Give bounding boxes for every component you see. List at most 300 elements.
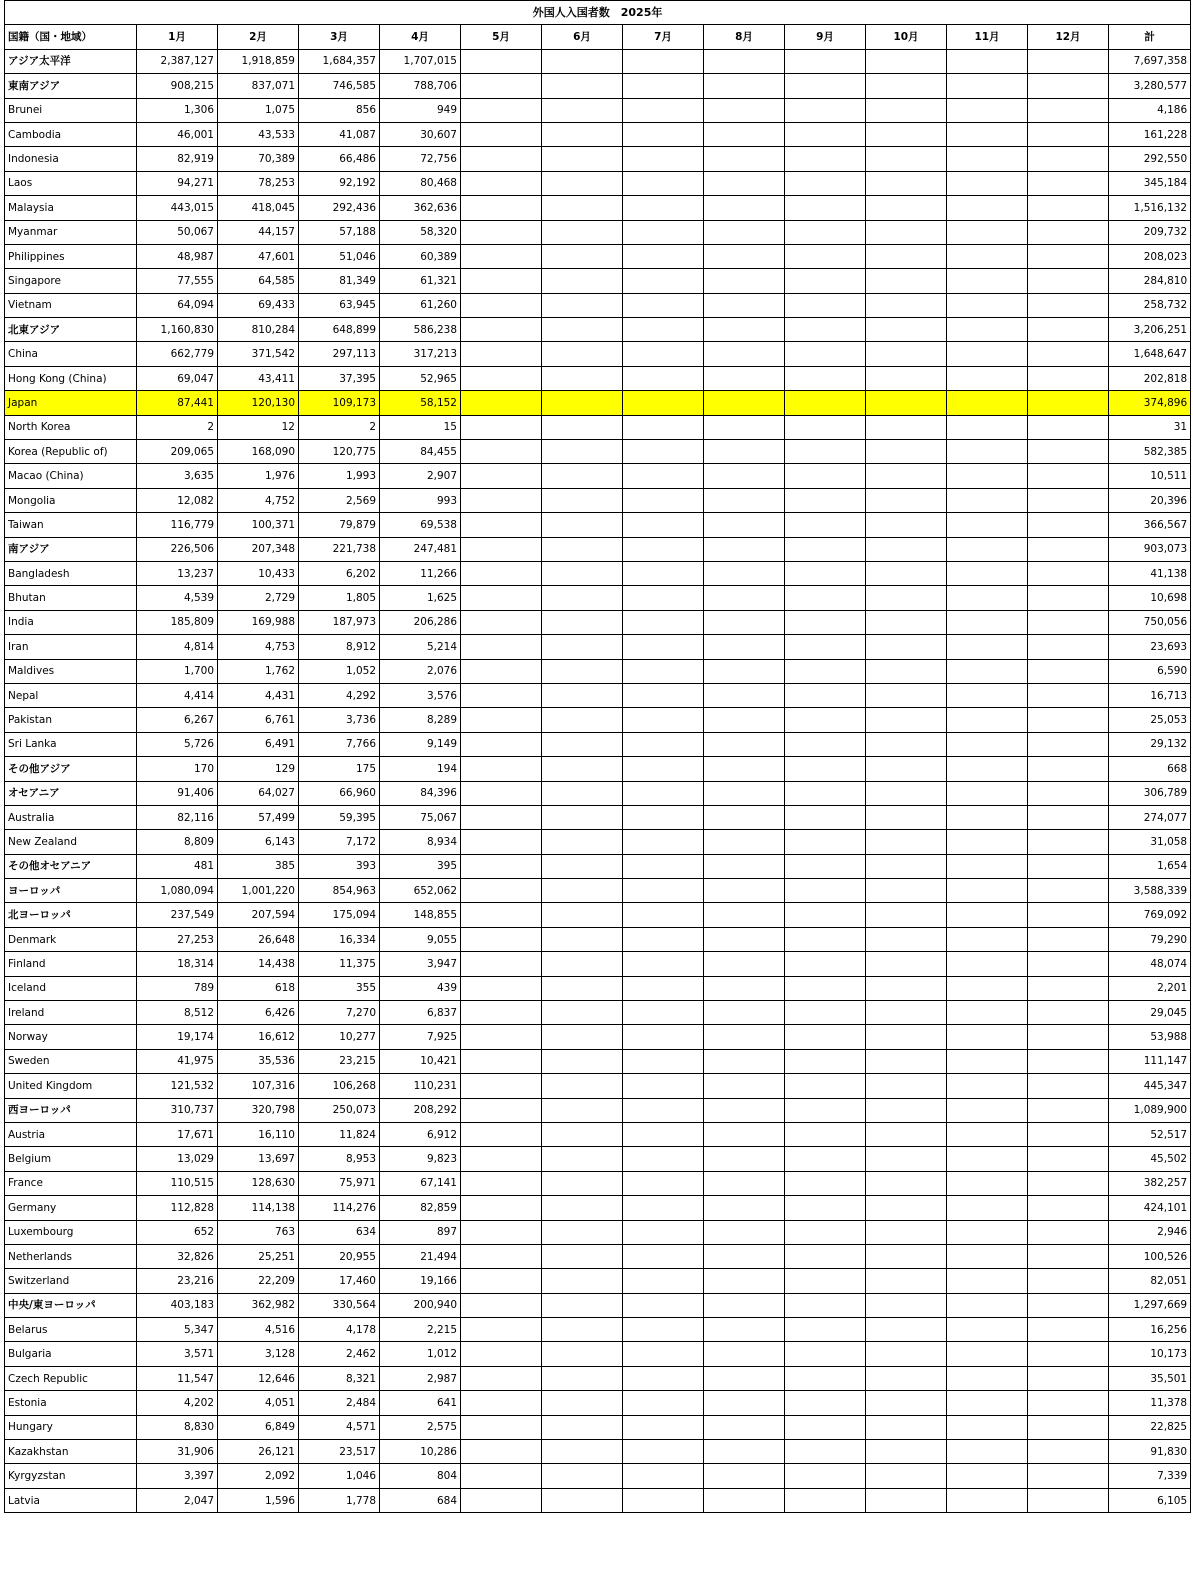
empty-month-cell[interactable] bbox=[947, 805, 1028, 829]
empty-month-cell[interactable] bbox=[947, 366, 1028, 390]
month-value-cell[interactable]: 4,202 bbox=[137, 1391, 218, 1415]
month-value-cell[interactable]: 221,738 bbox=[299, 537, 380, 561]
month-value-cell[interactable]: 586,238 bbox=[380, 318, 461, 342]
month-value-cell[interactable]: 4,414 bbox=[137, 683, 218, 707]
country-cell[interactable]: Japan bbox=[5, 391, 137, 415]
country-cell[interactable]: 北東アジア bbox=[5, 318, 137, 342]
empty-month-cell[interactable] bbox=[623, 1488, 704, 1512]
country-cell[interactable]: 南アジア bbox=[5, 537, 137, 561]
empty-month-cell[interactable] bbox=[866, 1366, 947, 1390]
month-value-cell[interactable]: 310,737 bbox=[137, 1098, 218, 1122]
month-value-cell[interactable]: 810,284 bbox=[218, 318, 299, 342]
empty-month-cell[interactable] bbox=[866, 1318, 947, 1342]
empty-month-cell[interactable] bbox=[623, 49, 704, 73]
empty-month-cell[interactable] bbox=[623, 708, 704, 732]
month-value-cell[interactable]: 61,321 bbox=[380, 269, 461, 293]
total-cell[interactable]: 6,105 bbox=[1109, 1488, 1191, 1512]
month-value-cell[interactable]: 72,756 bbox=[380, 147, 461, 171]
empty-month-cell[interactable] bbox=[947, 1147, 1028, 1171]
empty-month-cell[interactable] bbox=[461, 1049, 542, 1073]
country-cell[interactable]: アジア太平洋 bbox=[5, 49, 137, 73]
total-cell[interactable]: 345,184 bbox=[1109, 171, 1191, 195]
empty-month-cell[interactable] bbox=[785, 1122, 866, 1146]
empty-month-cell[interactable] bbox=[1028, 1147, 1109, 1171]
empty-month-cell[interactable] bbox=[542, 805, 623, 829]
empty-month-cell[interactable] bbox=[704, 122, 785, 146]
month-value-cell[interactable]: 371,542 bbox=[218, 342, 299, 366]
empty-month-cell[interactable] bbox=[1028, 781, 1109, 805]
empty-month-cell[interactable] bbox=[542, 683, 623, 707]
empty-month-cell[interactable] bbox=[947, 342, 1028, 366]
month-value-cell[interactable]: 18,314 bbox=[137, 952, 218, 976]
column-header-month[interactable]: 3月 bbox=[299, 25, 380, 49]
month-value-cell[interactable]: 25,251 bbox=[218, 1244, 299, 1268]
month-value-cell[interactable]: 43,533 bbox=[218, 122, 299, 146]
month-value-cell[interactable]: 12 bbox=[218, 415, 299, 439]
empty-month-cell[interactable] bbox=[623, 610, 704, 634]
month-value-cell[interactable]: 13,237 bbox=[137, 561, 218, 585]
month-value-cell[interactable]: 247,481 bbox=[380, 537, 461, 561]
month-value-cell[interactable]: 1,684,357 bbox=[299, 49, 380, 73]
empty-month-cell[interactable] bbox=[623, 1440, 704, 1464]
month-value-cell[interactable]: 59,395 bbox=[299, 805, 380, 829]
empty-month-cell[interactable] bbox=[866, 1025, 947, 1049]
empty-month-cell[interactable] bbox=[623, 147, 704, 171]
empty-month-cell[interactable] bbox=[785, 464, 866, 488]
empty-month-cell[interactable] bbox=[947, 1220, 1028, 1244]
empty-month-cell[interactable] bbox=[785, 586, 866, 610]
empty-month-cell[interactable] bbox=[542, 366, 623, 390]
empty-month-cell[interactable] bbox=[866, 561, 947, 585]
empty-month-cell[interactable] bbox=[947, 561, 1028, 585]
country-cell[interactable]: Sri Lanka bbox=[5, 732, 137, 756]
total-cell[interactable]: 79,290 bbox=[1109, 927, 1191, 951]
country-cell[interactable]: Luxembourg bbox=[5, 1220, 137, 1244]
month-value-cell[interactable]: 66,960 bbox=[299, 781, 380, 805]
empty-month-cell[interactable] bbox=[461, 74, 542, 98]
empty-month-cell[interactable] bbox=[461, 269, 542, 293]
empty-month-cell[interactable] bbox=[866, 854, 947, 878]
empty-month-cell[interactable] bbox=[461, 1415, 542, 1439]
empty-month-cell[interactable] bbox=[947, 1342, 1028, 1366]
empty-month-cell[interactable] bbox=[704, 318, 785, 342]
empty-month-cell[interactable] bbox=[623, 635, 704, 659]
month-value-cell[interactable]: 51,046 bbox=[299, 244, 380, 268]
month-value-cell[interactable]: 87,441 bbox=[137, 391, 218, 415]
country-cell[interactable]: Philippines bbox=[5, 244, 137, 268]
month-value-cell[interactable]: 128,630 bbox=[218, 1171, 299, 1195]
empty-month-cell[interactable] bbox=[866, 1415, 947, 1439]
country-cell[interactable]: Czech Republic bbox=[5, 1366, 137, 1390]
empty-month-cell[interactable] bbox=[1028, 220, 1109, 244]
country-cell[interactable]: Macao (China) bbox=[5, 464, 137, 488]
month-value-cell[interactable]: 4,178 bbox=[299, 1318, 380, 1342]
empty-month-cell[interactable] bbox=[866, 49, 947, 73]
empty-month-cell[interactable] bbox=[866, 293, 947, 317]
month-value-cell[interactable]: 92,192 bbox=[299, 171, 380, 195]
empty-month-cell[interactable] bbox=[866, 1488, 947, 1512]
month-value-cell[interactable]: 106,268 bbox=[299, 1074, 380, 1098]
empty-month-cell[interactable] bbox=[866, 708, 947, 732]
empty-month-cell[interactable] bbox=[866, 122, 947, 146]
empty-month-cell[interactable] bbox=[1028, 805, 1109, 829]
empty-month-cell[interactable] bbox=[542, 1220, 623, 1244]
month-value-cell[interactable]: 2,569 bbox=[299, 488, 380, 512]
month-value-cell[interactable]: 12,646 bbox=[218, 1366, 299, 1390]
empty-month-cell[interactable] bbox=[947, 683, 1028, 707]
empty-month-cell[interactable] bbox=[866, 659, 947, 683]
total-cell[interactable]: 1,654 bbox=[1109, 854, 1191, 878]
month-value-cell[interactable]: 185,809 bbox=[137, 610, 218, 634]
month-value-cell[interactable]: 6,912 bbox=[380, 1122, 461, 1146]
empty-month-cell[interactable] bbox=[704, 366, 785, 390]
country-cell[interactable]: China bbox=[5, 342, 137, 366]
column-header-month[interactable]: 7月 bbox=[623, 25, 704, 49]
empty-month-cell[interactable] bbox=[461, 659, 542, 683]
empty-month-cell[interactable] bbox=[947, 1025, 1028, 1049]
empty-month-cell[interactable] bbox=[704, 1488, 785, 1512]
month-value-cell[interactable]: 1,993 bbox=[299, 464, 380, 488]
empty-month-cell[interactable] bbox=[542, 293, 623, 317]
empty-month-cell[interactable] bbox=[785, 122, 866, 146]
empty-month-cell[interactable] bbox=[623, 903, 704, 927]
country-cell[interactable]: 西ヨーロッパ bbox=[5, 1098, 137, 1122]
empty-month-cell[interactable] bbox=[1028, 1074, 1109, 1098]
empty-month-cell[interactable] bbox=[461, 757, 542, 781]
empty-month-cell[interactable] bbox=[947, 659, 1028, 683]
empty-month-cell[interactable] bbox=[947, 1196, 1028, 1220]
empty-month-cell[interactable] bbox=[1028, 1196, 1109, 1220]
empty-month-cell[interactable] bbox=[461, 1001, 542, 1025]
empty-month-cell[interactable] bbox=[866, 757, 947, 781]
empty-month-cell[interactable] bbox=[866, 1122, 947, 1146]
empty-month-cell[interactable] bbox=[623, 1220, 704, 1244]
empty-month-cell[interactable] bbox=[461, 1171, 542, 1195]
month-value-cell[interactable]: 1,707,015 bbox=[380, 49, 461, 73]
empty-month-cell[interactable] bbox=[866, 464, 947, 488]
empty-month-cell[interactable] bbox=[785, 1074, 866, 1098]
empty-month-cell[interactable] bbox=[623, 1391, 704, 1415]
empty-month-cell[interactable] bbox=[461, 147, 542, 171]
column-header-month[interactable]: 6月 bbox=[542, 25, 623, 49]
empty-month-cell[interactable] bbox=[461, 830, 542, 854]
empty-month-cell[interactable] bbox=[461, 440, 542, 464]
month-value-cell[interactable]: 31,906 bbox=[137, 1440, 218, 1464]
month-value-cell[interactable]: 13,029 bbox=[137, 1147, 218, 1171]
empty-month-cell[interactable] bbox=[542, 440, 623, 464]
empty-month-cell[interactable] bbox=[704, 610, 785, 634]
empty-month-cell[interactable] bbox=[785, 1147, 866, 1171]
empty-month-cell[interactable] bbox=[461, 196, 542, 220]
total-cell[interactable]: 52,517 bbox=[1109, 1122, 1191, 1146]
month-value-cell[interactable]: 23,215 bbox=[299, 1049, 380, 1073]
month-value-cell[interactable]: 19,166 bbox=[380, 1269, 461, 1293]
empty-month-cell[interactable] bbox=[785, 1488, 866, 1512]
column-header-month[interactable]: 2月 bbox=[218, 25, 299, 49]
empty-month-cell[interactable] bbox=[1028, 171, 1109, 195]
month-value-cell[interactable]: 120,130 bbox=[218, 391, 299, 415]
total-cell[interactable]: 82,051 bbox=[1109, 1269, 1191, 1293]
empty-month-cell[interactable] bbox=[866, 488, 947, 512]
empty-month-cell[interactable] bbox=[866, 586, 947, 610]
empty-month-cell[interactable] bbox=[1028, 683, 1109, 707]
empty-month-cell[interactable] bbox=[542, 147, 623, 171]
empty-month-cell[interactable] bbox=[1028, 49, 1109, 73]
month-value-cell[interactable]: 10,433 bbox=[218, 561, 299, 585]
empty-month-cell[interactable] bbox=[1028, 244, 1109, 268]
empty-month-cell[interactable] bbox=[866, 415, 947, 439]
empty-month-cell[interactable] bbox=[785, 537, 866, 561]
empty-month-cell[interactable] bbox=[785, 1318, 866, 1342]
month-value-cell[interactable]: 481 bbox=[137, 854, 218, 878]
empty-month-cell[interactable] bbox=[1028, 635, 1109, 659]
country-cell[interactable]: Maldives bbox=[5, 659, 137, 683]
total-cell[interactable]: 374,896 bbox=[1109, 391, 1191, 415]
empty-month-cell[interactable] bbox=[542, 537, 623, 561]
empty-month-cell[interactable] bbox=[785, 927, 866, 951]
month-value-cell[interactable]: 439 bbox=[380, 976, 461, 1000]
empty-month-cell[interactable] bbox=[947, 586, 1028, 610]
empty-month-cell[interactable] bbox=[704, 171, 785, 195]
month-value-cell[interactable]: 1,001,220 bbox=[218, 879, 299, 903]
empty-month-cell[interactable] bbox=[623, 805, 704, 829]
empty-month-cell[interactable] bbox=[542, 1366, 623, 1390]
month-value-cell[interactable]: 1,596 bbox=[218, 1488, 299, 1512]
empty-month-cell[interactable] bbox=[542, 74, 623, 98]
total-cell[interactable]: 4,186 bbox=[1109, 98, 1191, 122]
month-value-cell[interactable]: 789 bbox=[137, 976, 218, 1000]
month-value-cell[interactable]: 16,334 bbox=[299, 927, 380, 951]
month-value-cell[interactable]: 1,700 bbox=[137, 659, 218, 683]
empty-month-cell[interactable] bbox=[461, 927, 542, 951]
month-value-cell[interactable]: 82,116 bbox=[137, 805, 218, 829]
empty-month-cell[interactable] bbox=[704, 952, 785, 976]
empty-month-cell[interactable] bbox=[947, 293, 1028, 317]
empty-month-cell[interactable] bbox=[704, 244, 785, 268]
month-value-cell[interactable]: 8,830 bbox=[137, 1415, 218, 1439]
total-cell[interactable]: 23,693 bbox=[1109, 635, 1191, 659]
country-cell[interactable]: Bangladesh bbox=[5, 561, 137, 585]
empty-month-cell[interactable] bbox=[704, 269, 785, 293]
month-value-cell[interactable]: 170 bbox=[137, 757, 218, 781]
empty-month-cell[interactable] bbox=[542, 830, 623, 854]
month-value-cell[interactable]: 22,209 bbox=[218, 1269, 299, 1293]
column-header-month[interactable]: 12月 bbox=[1028, 25, 1109, 49]
empty-month-cell[interactable] bbox=[623, 683, 704, 707]
month-value-cell[interactable]: 19,174 bbox=[137, 1025, 218, 1049]
total-cell[interactable]: 903,073 bbox=[1109, 537, 1191, 561]
month-value-cell[interactable]: 5,214 bbox=[380, 635, 461, 659]
month-value-cell[interactable]: 48,987 bbox=[137, 244, 218, 268]
empty-month-cell[interactable] bbox=[866, 1074, 947, 1098]
country-cell[interactable]: Belgium bbox=[5, 1147, 137, 1171]
empty-month-cell[interactable] bbox=[461, 1098, 542, 1122]
empty-month-cell[interactable] bbox=[1028, 1464, 1109, 1488]
country-cell[interactable]: Vietnam bbox=[5, 293, 137, 317]
empty-month-cell[interactable] bbox=[1028, 366, 1109, 390]
empty-month-cell[interactable] bbox=[866, 1464, 947, 1488]
total-cell[interactable]: 45,502 bbox=[1109, 1147, 1191, 1171]
month-value-cell[interactable]: 26,648 bbox=[218, 927, 299, 951]
month-value-cell[interactable]: 168,090 bbox=[218, 440, 299, 464]
empty-month-cell[interactable] bbox=[704, 586, 785, 610]
empty-month-cell[interactable] bbox=[1028, 1440, 1109, 1464]
empty-month-cell[interactable] bbox=[785, 1391, 866, 1415]
empty-month-cell[interactable] bbox=[623, 342, 704, 366]
empty-month-cell[interactable] bbox=[542, 927, 623, 951]
total-cell[interactable]: 6,590 bbox=[1109, 659, 1191, 683]
country-cell[interactable]: New Zealand bbox=[5, 830, 137, 854]
empty-month-cell[interactable] bbox=[1028, 1001, 1109, 1025]
empty-month-cell[interactable] bbox=[785, 74, 866, 98]
month-value-cell[interactable]: 2,387,127 bbox=[137, 49, 218, 73]
empty-month-cell[interactable] bbox=[785, 781, 866, 805]
total-cell[interactable]: 445,347 bbox=[1109, 1074, 1191, 1098]
month-value-cell[interactable]: 81,349 bbox=[299, 269, 380, 293]
country-cell[interactable]: Belarus bbox=[5, 1318, 137, 1342]
empty-month-cell[interactable] bbox=[947, 391, 1028, 415]
empty-month-cell[interactable] bbox=[1028, 1318, 1109, 1342]
month-value-cell[interactable]: 207,594 bbox=[218, 903, 299, 927]
empty-month-cell[interactable] bbox=[461, 903, 542, 927]
empty-month-cell[interactable] bbox=[866, 879, 947, 903]
month-value-cell[interactable]: 11,547 bbox=[137, 1366, 218, 1390]
month-value-cell[interactable]: 112,828 bbox=[137, 1196, 218, 1220]
empty-month-cell[interactable] bbox=[785, 196, 866, 220]
month-value-cell[interactable]: 75,971 bbox=[299, 1171, 380, 1195]
empty-month-cell[interactable] bbox=[704, 1147, 785, 1171]
empty-month-cell[interactable] bbox=[704, 732, 785, 756]
month-value-cell[interactable]: 4,051 bbox=[218, 1391, 299, 1415]
empty-month-cell[interactable] bbox=[1028, 122, 1109, 146]
total-cell[interactable]: 1,089,900 bbox=[1109, 1098, 1191, 1122]
month-value-cell[interactable]: 3,576 bbox=[380, 683, 461, 707]
month-value-cell[interactable]: 320,798 bbox=[218, 1098, 299, 1122]
empty-month-cell[interactable] bbox=[785, 757, 866, 781]
month-value-cell[interactable]: 67,141 bbox=[380, 1171, 461, 1195]
month-value-cell[interactable]: 69,538 bbox=[380, 513, 461, 537]
empty-month-cell[interactable] bbox=[542, 732, 623, 756]
month-value-cell[interactable]: 23,216 bbox=[137, 1269, 218, 1293]
empty-month-cell[interactable] bbox=[704, 1025, 785, 1049]
month-value-cell[interactable]: 7,766 bbox=[299, 732, 380, 756]
country-cell[interactable]: Hong Kong (China) bbox=[5, 366, 137, 390]
empty-month-cell[interactable] bbox=[623, 1074, 704, 1098]
empty-month-cell[interactable] bbox=[947, 1488, 1028, 1512]
month-value-cell[interactable]: 16,110 bbox=[218, 1122, 299, 1146]
month-value-cell[interactable]: 393 bbox=[299, 854, 380, 878]
total-cell[interactable]: 668 bbox=[1109, 757, 1191, 781]
month-value-cell[interactable]: 206,286 bbox=[380, 610, 461, 634]
empty-month-cell[interactable] bbox=[947, 1415, 1028, 1439]
empty-month-cell[interactable] bbox=[1028, 1366, 1109, 1390]
empty-month-cell[interactable] bbox=[785, 683, 866, 707]
empty-month-cell[interactable] bbox=[1028, 1220, 1109, 1244]
empty-month-cell[interactable] bbox=[542, 318, 623, 342]
month-value-cell[interactable]: 7,270 bbox=[299, 1001, 380, 1025]
month-value-cell[interactable]: 148,855 bbox=[380, 903, 461, 927]
country-cell[interactable]: Sweden bbox=[5, 1049, 137, 1073]
empty-month-cell[interactable] bbox=[461, 488, 542, 512]
total-cell[interactable]: 161,228 bbox=[1109, 122, 1191, 146]
empty-month-cell[interactable] bbox=[542, 757, 623, 781]
empty-month-cell[interactable] bbox=[461, 854, 542, 878]
empty-month-cell[interactable] bbox=[461, 1464, 542, 1488]
empty-month-cell[interactable] bbox=[947, 1049, 1028, 1073]
empty-month-cell[interactable] bbox=[785, 1098, 866, 1122]
month-value-cell[interactable]: 12,082 bbox=[137, 488, 218, 512]
country-cell[interactable]: Pakistan bbox=[5, 708, 137, 732]
empty-month-cell[interactable] bbox=[461, 244, 542, 268]
empty-month-cell[interactable] bbox=[1028, 391, 1109, 415]
empty-month-cell[interactable] bbox=[947, 757, 1028, 781]
empty-month-cell[interactable] bbox=[461, 635, 542, 659]
empty-month-cell[interactable] bbox=[461, 1025, 542, 1049]
empty-month-cell[interactable] bbox=[461, 610, 542, 634]
month-value-cell[interactable]: 362,636 bbox=[380, 196, 461, 220]
empty-month-cell[interactable] bbox=[623, 1171, 704, 1195]
empty-month-cell[interactable] bbox=[623, 513, 704, 537]
empty-month-cell[interactable] bbox=[785, 318, 866, 342]
empty-month-cell[interactable] bbox=[1028, 659, 1109, 683]
empty-month-cell[interactable] bbox=[785, 1440, 866, 1464]
country-cell[interactable]: その他オセアニア bbox=[5, 854, 137, 878]
total-cell[interactable]: 582,385 bbox=[1109, 440, 1191, 464]
month-value-cell[interactable]: 110,515 bbox=[137, 1171, 218, 1195]
empty-month-cell[interactable] bbox=[542, 1464, 623, 1488]
empty-month-cell[interactable] bbox=[866, 1342, 947, 1366]
empty-month-cell[interactable] bbox=[704, 1122, 785, 1146]
empty-month-cell[interactable] bbox=[623, 391, 704, 415]
empty-month-cell[interactable] bbox=[704, 683, 785, 707]
month-value-cell[interactable]: 23,517 bbox=[299, 1440, 380, 1464]
empty-month-cell[interactable] bbox=[785, 610, 866, 634]
country-cell[interactable]: Iceland bbox=[5, 976, 137, 1000]
month-value-cell[interactable]: 3,947 bbox=[380, 952, 461, 976]
month-value-cell[interactable]: 6,202 bbox=[299, 561, 380, 585]
empty-month-cell[interactable] bbox=[542, 1074, 623, 1098]
month-value-cell[interactable]: 684 bbox=[380, 1488, 461, 1512]
month-value-cell[interactable]: 79,879 bbox=[299, 513, 380, 537]
month-value-cell[interactable]: 652 bbox=[137, 1220, 218, 1244]
empty-month-cell[interactable] bbox=[785, 342, 866, 366]
empty-month-cell[interactable] bbox=[461, 1293, 542, 1317]
country-cell[interactable]: 東南アジア bbox=[5, 74, 137, 98]
month-value-cell[interactable]: 330,564 bbox=[299, 1293, 380, 1317]
empty-month-cell[interactable] bbox=[461, 464, 542, 488]
empty-month-cell[interactable] bbox=[704, 1001, 785, 1025]
month-value-cell[interactable]: 355 bbox=[299, 976, 380, 1000]
empty-month-cell[interactable] bbox=[947, 976, 1028, 1000]
month-value-cell[interactable]: 1,306 bbox=[137, 98, 218, 122]
total-cell[interactable]: 31 bbox=[1109, 415, 1191, 439]
month-value-cell[interactable]: 114,276 bbox=[299, 1196, 380, 1220]
empty-month-cell[interactable] bbox=[1028, 488, 1109, 512]
month-value-cell[interactable]: 58,152 bbox=[380, 391, 461, 415]
empty-month-cell[interactable] bbox=[785, 1220, 866, 1244]
month-value-cell[interactable]: 1,075 bbox=[218, 98, 299, 122]
empty-month-cell[interactable] bbox=[461, 781, 542, 805]
country-cell[interactable]: Myanmar bbox=[5, 220, 137, 244]
empty-month-cell[interactable] bbox=[947, 854, 1028, 878]
month-value-cell[interactable]: 8,512 bbox=[137, 1001, 218, 1025]
empty-month-cell[interactable] bbox=[623, 1415, 704, 1439]
empty-month-cell[interactable] bbox=[947, 879, 1028, 903]
empty-month-cell[interactable] bbox=[1028, 976, 1109, 1000]
month-value-cell[interactable]: 50,067 bbox=[137, 220, 218, 244]
empty-month-cell[interactable] bbox=[461, 879, 542, 903]
empty-month-cell[interactable] bbox=[866, 513, 947, 537]
